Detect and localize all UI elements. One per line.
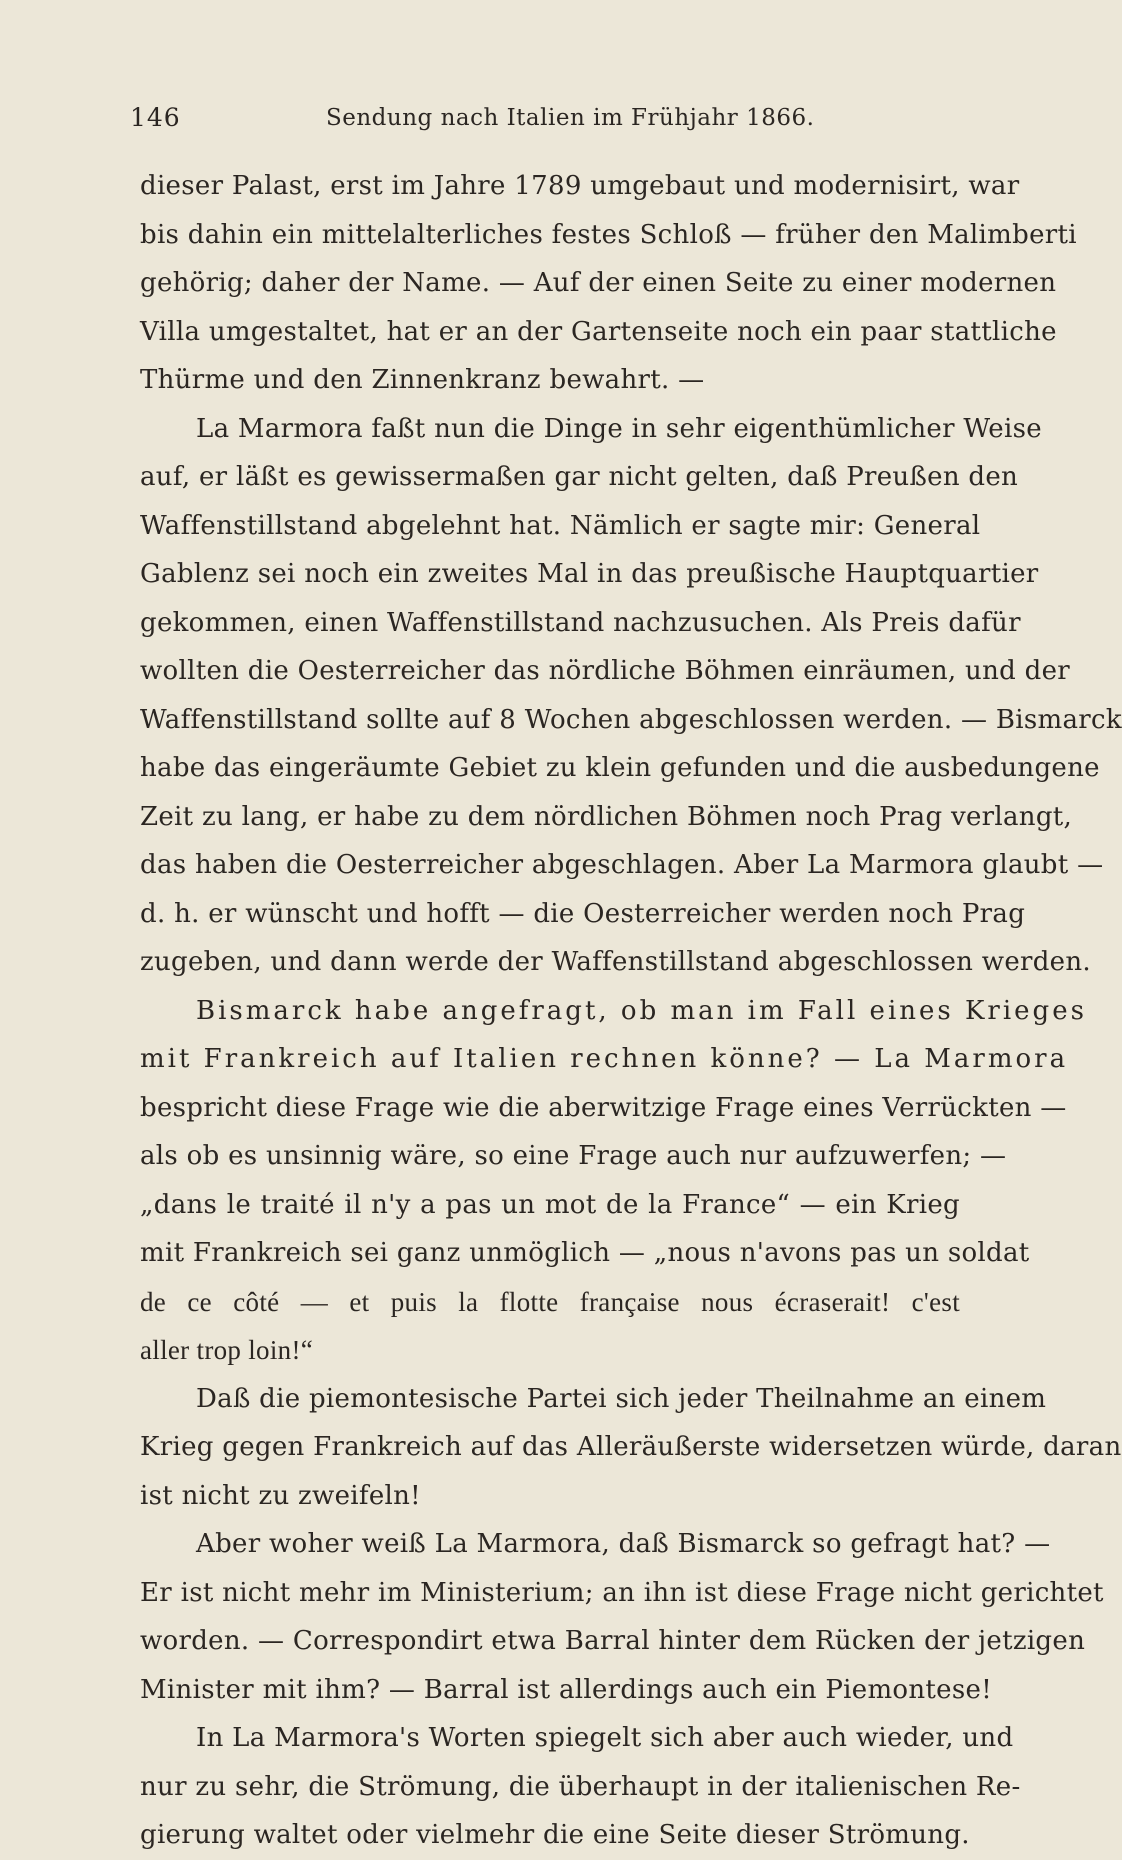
text-line: Gablenz sei noch ein zweites Mal in das preußische Hauptquartier (140, 559, 1039, 589)
text-line: Bismarck habe angefragt, ob man im Fall eines Krieges (196, 995, 1087, 1026)
text-line: Waffenstillstand abgelehnt hat. Nämlich er sagte mir: General (140, 510, 981, 541)
body-text (140, 162, 1122, 1860)
text-line: Krieg gegen Frankreich auf das Alleräußerste widersetzen würde, daran (140, 1432, 1122, 1462)
text-line: als ob es unsinnig wäre, so eine Frage auch nur aufzuwerfen; — (140, 1141, 1007, 1171)
text-line: mit Frankreich auf Italien rechnen könne? — La Marmora (140, 1044, 1069, 1074)
text-line: aller trop loin!“ (140, 1335, 314, 1365)
text-line: Waffenstillstand sollte auf 8 Wochen abgeschlossen werden. — Bismarck (140, 704, 1122, 735)
text-line: das haben die Oesterreicher abgeschlagen. Aber La Marmora glaubt — (140, 850, 1104, 880)
text-line: wollten die Oesterreicher das nördliche Böhmen einräumen, und der (140, 656, 1070, 686)
text-line: de ce côté — et puis la flotte française nous écraserait! c'est (140, 1286, 960, 1317)
text-line: In La Marmora's Worten spiegelt sich aber auch wieder, und (196, 1723, 1014, 1753)
text-line: Er ist nicht mehr im Ministerium; an ihn ist diese Frage nicht gerichtet (140, 1577, 1104, 1608)
text-line: gierung waltet oder vielmehr die eine Seite dieser Strömung. (140, 1820, 970, 1850)
page-header (130, 103, 930, 143)
text-line: „dans le traité il n'y a pas un mot de la France“ — ein Krieg (140, 1189, 960, 1220)
text-line: habe das eingeräumte Gebiet zu klein gefunden und die ausbedungene (140, 753, 1100, 783)
text-line: d. h. er wünscht und hofft — die Oesterreicher werden noch Prag (140, 898, 1026, 929)
text-line: Aber woher weiß La Marmora, daß Bismarck so gefragt hat? — (196, 1529, 1051, 1559)
text-line: zugeben, und dann werde der Waffenstillstand abgeschlossen werden. (140, 947, 1091, 977)
text-line: gekommen, einen Waffenstillstand nachzusuchen. Als Preis dafür (140, 607, 1021, 638)
text-line: Daß die piemontesische Partei sich jeder Theilnahme an einem (196, 1383, 1047, 1414)
text-line: Minister mit ihm? — Barral ist allerdings auch ein Piemontese! (140, 1674, 992, 1705)
text-line: ist nicht zu zweifeln! (140, 1480, 421, 1511)
text-line: worden. — Correspondirt etwa Barral hinter dem Rücken der jetzigen (140, 1626, 1086, 1656)
running-title: Sendung nach Italien im Frühjahr 1866. (326, 105, 815, 131)
text-line: auf, er läßt es gewissermaßen gar nicht gelten, daß Preußen den (140, 462, 1019, 492)
text-line: Villa umgestaltet, hat er an der Gartenseite noch ein paar stattliche (140, 316, 1057, 347)
text-line: bis dahin ein mittelalterliches festes Schloß — früher den Malimberti (140, 219, 1077, 250)
text-line: La Marmora faßt nun die Dinge in sehr eigenthümlicher Weise (196, 413, 1042, 444)
text-line: dieser Palast, erst im Jahre 1789 umgebaut und modernisirt, war (140, 171, 1020, 201)
text-line: Thürme und den Zinnenkranz bewahrt. — (140, 365, 705, 395)
page-number: 146 (130, 103, 181, 132)
text-line: nur zu sehr, die Strömung, die überhaupt in der italienischen Re- (140, 1771, 1021, 1802)
text-line: gehörig; daher der Name. — Auf der einen Seite zu einer modernen (140, 268, 1057, 298)
text-line: bespricht diese Frage wie die aberwitzige Frage eines Verrückten — (140, 1092, 1067, 1123)
text-line: Zeit zu lang, er habe zu dem nördlichen Böhmen noch Prag verlangt, (140, 801, 1073, 832)
text-line: mit Frankreich sei ganz unmöglich — „nous n'avons pas un soldat (140, 1238, 1030, 1268)
